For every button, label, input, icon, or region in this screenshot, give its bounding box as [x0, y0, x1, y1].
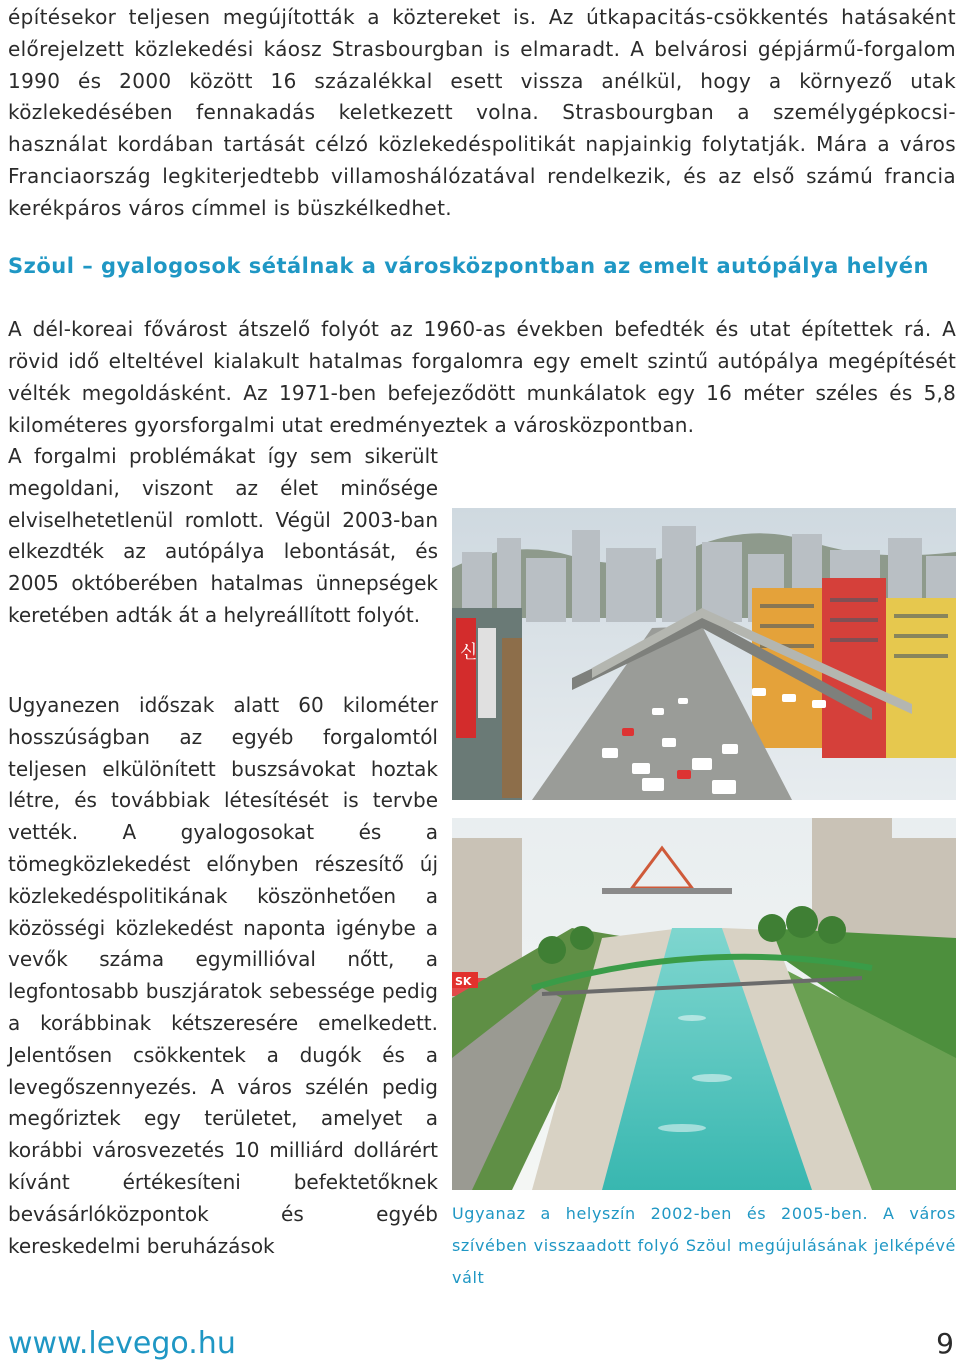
photo-restored-stream-2005	[452, 818, 956, 1190]
section-paragraph-full: A dél-koreai fővárost átszelő folyót az 1960-as években befedték és utat építettek rá. A rövid idő elteltével kialakult hatalmas forgalomra egy emelt szintű autópálya megépítését vélték megoldásként. Az 1971-ben befejeződött munkálatok egy 16 méter széles és 5,8 kilométeres gyorsforgalmi utat eredményeztek a városközpontban.	[8, 317, 956, 437]
photo-caption: Ugyanaz a helyszín 2002-ben és 2005-ben. A város szívében visszaadott folyó Szöul megújulásának jelképévé vált	[452, 1204, 956, 1287]
page-number: 9	[936, 1327, 954, 1360]
intro-paragraph: építésekor teljesen megújították a köztereket is. Az útkapacitás-csökkentés hatásaként előrejelzett közlekedési káosz Strasbourgban is elmaradt. A belvárosi gépjármű-forgalom 1990 és 2000 között 16 százalékkal esett vissza anélkül, hogy a környező utak közlekedésében fennakadás keletkezett volna. Strasbourgban a személygépkocsi-használat kordában tartását célzó közlekedéspolitikát napjainkig folytatják. Mára a város Franciaország legkiterjedtebb villamoshálózatával rendelkezik, és az első számú francia kerékpáros város címmel is büszkélkedhet.	[8, 5, 956, 220]
photo-elevated-highway-2002	[452, 508, 956, 800]
section-heading: Szöul – gyalogosok sétálnak a városközpontban az emelt autópálya helyén	[8, 254, 929, 278]
svg-text:SK: SK	[455, 975, 472, 988]
sign-text: 신	[460, 642, 478, 663]
section-paragraph-narrow-1: A forgalmi problémákat így sem sikerült megoldani, viszont az élet minősége elviselhetetlenül romlott. Végül 2003-ban elkezdték az autópálya lebontását, és 2005 októberében hatalmas ünnepségek keretében adták át a helyreállított folyót.	[8, 444, 438, 627]
section-paragraph-narrow-2: Ugyanezen időszak alatt 60 kilométer hosszúságban az egyéb forgalomtól teljesen elkülönített buszsávokat hoztak létre, és továbbiak létesítését is tervbe vették. A gyalogosokat és a tömegközlekedést előnyben részesítő új közlekedéspolitikának köszönhetően a közösségi közlekedést naponta igénybe a vevők száma egymillióval nőtt, a legfontosabb buszjáratok sebessége pedig a korábbinak kétszeresére emelkedett. Jelentősen csökkentek a dugók és a levegőszennyezés. A város szélén pedig megőriztek egy területet, amelyet a korábbi városvezetés 10 milliárd dollárért kívánt értékesíteni befektetőknek bevásárlóközpontok és egyéb kereskedelmi beruházások	[8, 693, 438, 1258]
footer-website-link[interactable]: www.levego.hu	[8, 1326, 236, 1361]
